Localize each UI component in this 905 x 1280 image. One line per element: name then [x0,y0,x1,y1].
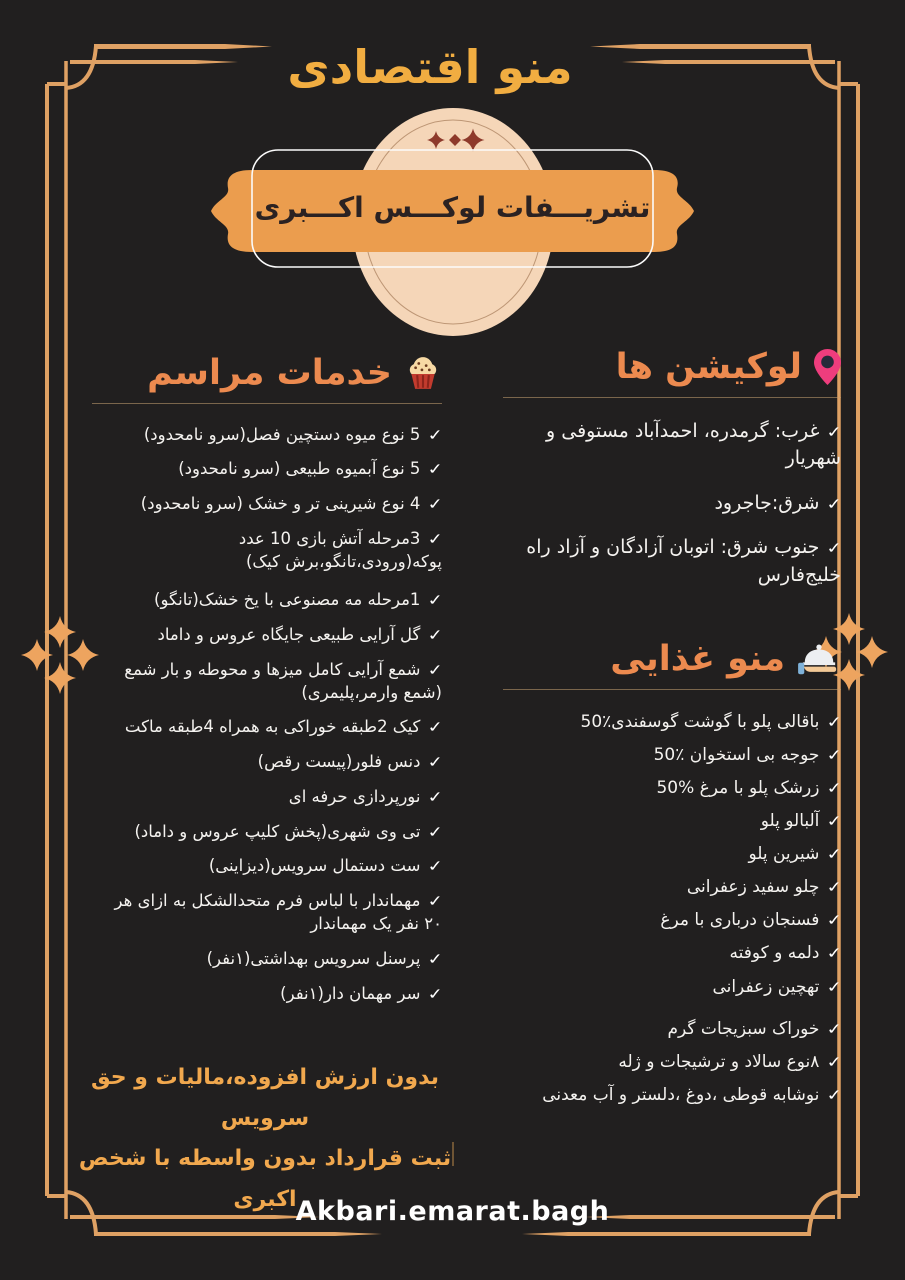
food-menu-heading-label: منو غذایی [610,639,785,679]
list-item: ✓شرق:جاجرود [503,490,841,518]
list-item: ✓جنوب شرق: اتوبان آزادگان و آزاد راه خلیج‌فارس [526,536,844,586]
check-icon: ✓ [427,822,445,842]
instagram-handle: Akbari.emarat.bagh [295,1196,610,1227]
food-menu-heading [503,640,841,690]
check-icon: ✓ [826,1019,844,1039]
check-icon: ✓ [427,752,445,772]
note-line-1: بدون ارزش افزوده،مالیات و حق سرویس [90,1065,440,1131]
check-icon: ✓ [427,529,445,549]
check-icon: ✓ [826,538,844,558]
check-icon: ✓ [826,1052,844,1072]
serving-dish-icon [797,640,841,678]
check-icon: ✓ [427,625,445,645]
list-item: ✓آلبالو پلو [760,810,844,831]
services-heading [92,354,442,404]
list-item: ✓دنس فلور(پیست رقص) [257,752,445,772]
list-item: ✓جوجه بی استخوان ٪50 [653,744,844,765]
check-icon: ✓ [826,422,844,441]
list-item: ✓تی وی شهری(پخش کلیپ عروس و داماد) [134,821,445,842]
check-icon: ✓ [427,949,445,969]
check-icon: ✓ [427,717,445,737]
brand-badge-label: تشریـــفات لوکـــس اکـــبری [254,191,651,224]
list-item: ✓5 نوع آبمیوه طبیعی (سرو نامحدود) [178,459,445,479]
list-item: ✓نورپردازی حرفه ای [288,786,445,807]
locations-section [503,347,844,606]
list-item: ✓ست دستمال سرویس(دیزاینی) [208,856,445,876]
food-menu-section [503,639,844,1116]
left-star-ornament-icon [21,616,99,694]
list-item: ✓چلو سفید زعفرانی [686,877,844,898]
list-item: ✓1مرحله مه مصنوعی با یخ خشک(تانگو) [154,590,445,610]
poster-title: منو اقتصادی [287,40,573,94]
list-item: ✓دلمه و کوفته [729,943,844,964]
food-menu-list [503,710,844,1108]
list-item: ✓شمع آرایی کامل میزها و محوطه و بار شمع (شمع وارمر،پلیمری) [124,659,445,702]
check-icon: ✓ [427,494,445,514]
services-list [92,424,445,1006]
list-item: ✓مهماندار با لباس فرم متحدالشکل به ازای هر ۲۰ نفر یک مهماندار [114,891,445,933]
list-item: ✓گل آرایی طبیعی جایگاه عروس و داماد [157,625,445,645]
check-icon: ✓ [427,590,445,610]
list-item: ✓زرشک پلو با مرغ %50 [656,777,844,798]
check-icon: ✓ [427,425,445,444]
list-item: ✓تهچین زعفرانی [712,976,844,997]
check-icon: ✓ [826,943,844,963]
list-item: ✓5 نوع میوه دستچین فصل(سرو نامحدود) [143,424,445,444]
cupcake-icon [404,354,442,392]
locations-heading [503,348,841,398]
check-icon: ✓ [427,984,445,1003]
services-section [92,353,445,1017]
list-item: ✓خوراک سبزیجات گرم [667,1018,844,1039]
check-icon: ✓ [427,459,445,479]
check-icon: ✓ [826,494,844,514]
check-icon: ✓ [826,712,844,731]
list-item: ✓غرب: گرمدره، احمدآباد مستوفی و شهریار [546,419,844,470]
list-item: ✓4 نوع شیرینی تر و خشک (سرو نامحدود) [140,494,445,514]
list-item: ✓باقالی پلو با گوشت گوسفندی٪50 [580,711,844,732]
check-icon: ✓ [826,745,844,765]
check-icon: ✓ [826,778,844,798]
list-item: ✓سر مهمان دار(۱نفر) [280,983,445,1003]
check-icon: ✓ [427,857,445,876]
list-item: ✓کیک 2طبقه خوراکی به همراه 4طبقه ماکت [124,717,445,737]
check-icon: ✓ [826,910,844,930]
check-icon: ✓ [427,660,445,680]
note-line-2: ثبت قرارداد بدون واسطه با شخص اکبری [78,1146,452,1213]
check-icon: ✓ [427,891,445,911]
list-item: ✓پرسنل سرویس بهداشتی(۱نفر) [206,948,445,969]
locations-list [503,418,844,590]
check-icon: ✓ [826,811,844,831]
check-icon: ✓ [826,1085,844,1105]
list-item: ✓فسنجان درباری با مرغ [660,910,844,931]
location-pin-icon [814,349,841,385]
check-icon: ✓ [826,844,844,864]
services-heading-label: خدمات مراسم [147,353,392,393]
check-icon: ✓ [826,977,844,996]
list-item: ✓۸نوع سالاد و ترشیجات و ژله [618,1051,844,1072]
locations-heading-label: لوکیشن ها [615,347,802,387]
check-icon: ✓ [427,787,445,807]
list-item: ✓نوشابه قوطی ،دوغ ،دلستر و آب معدنی [542,1084,844,1105]
check-icon: ✓ [826,877,844,897]
list-item: ✓شیرین پلو [748,844,844,864]
list-item: ✓3مرحله آتش بازی 10 عدد پوکه(ورودی،تانگو،برش کیک) [238,528,445,571]
